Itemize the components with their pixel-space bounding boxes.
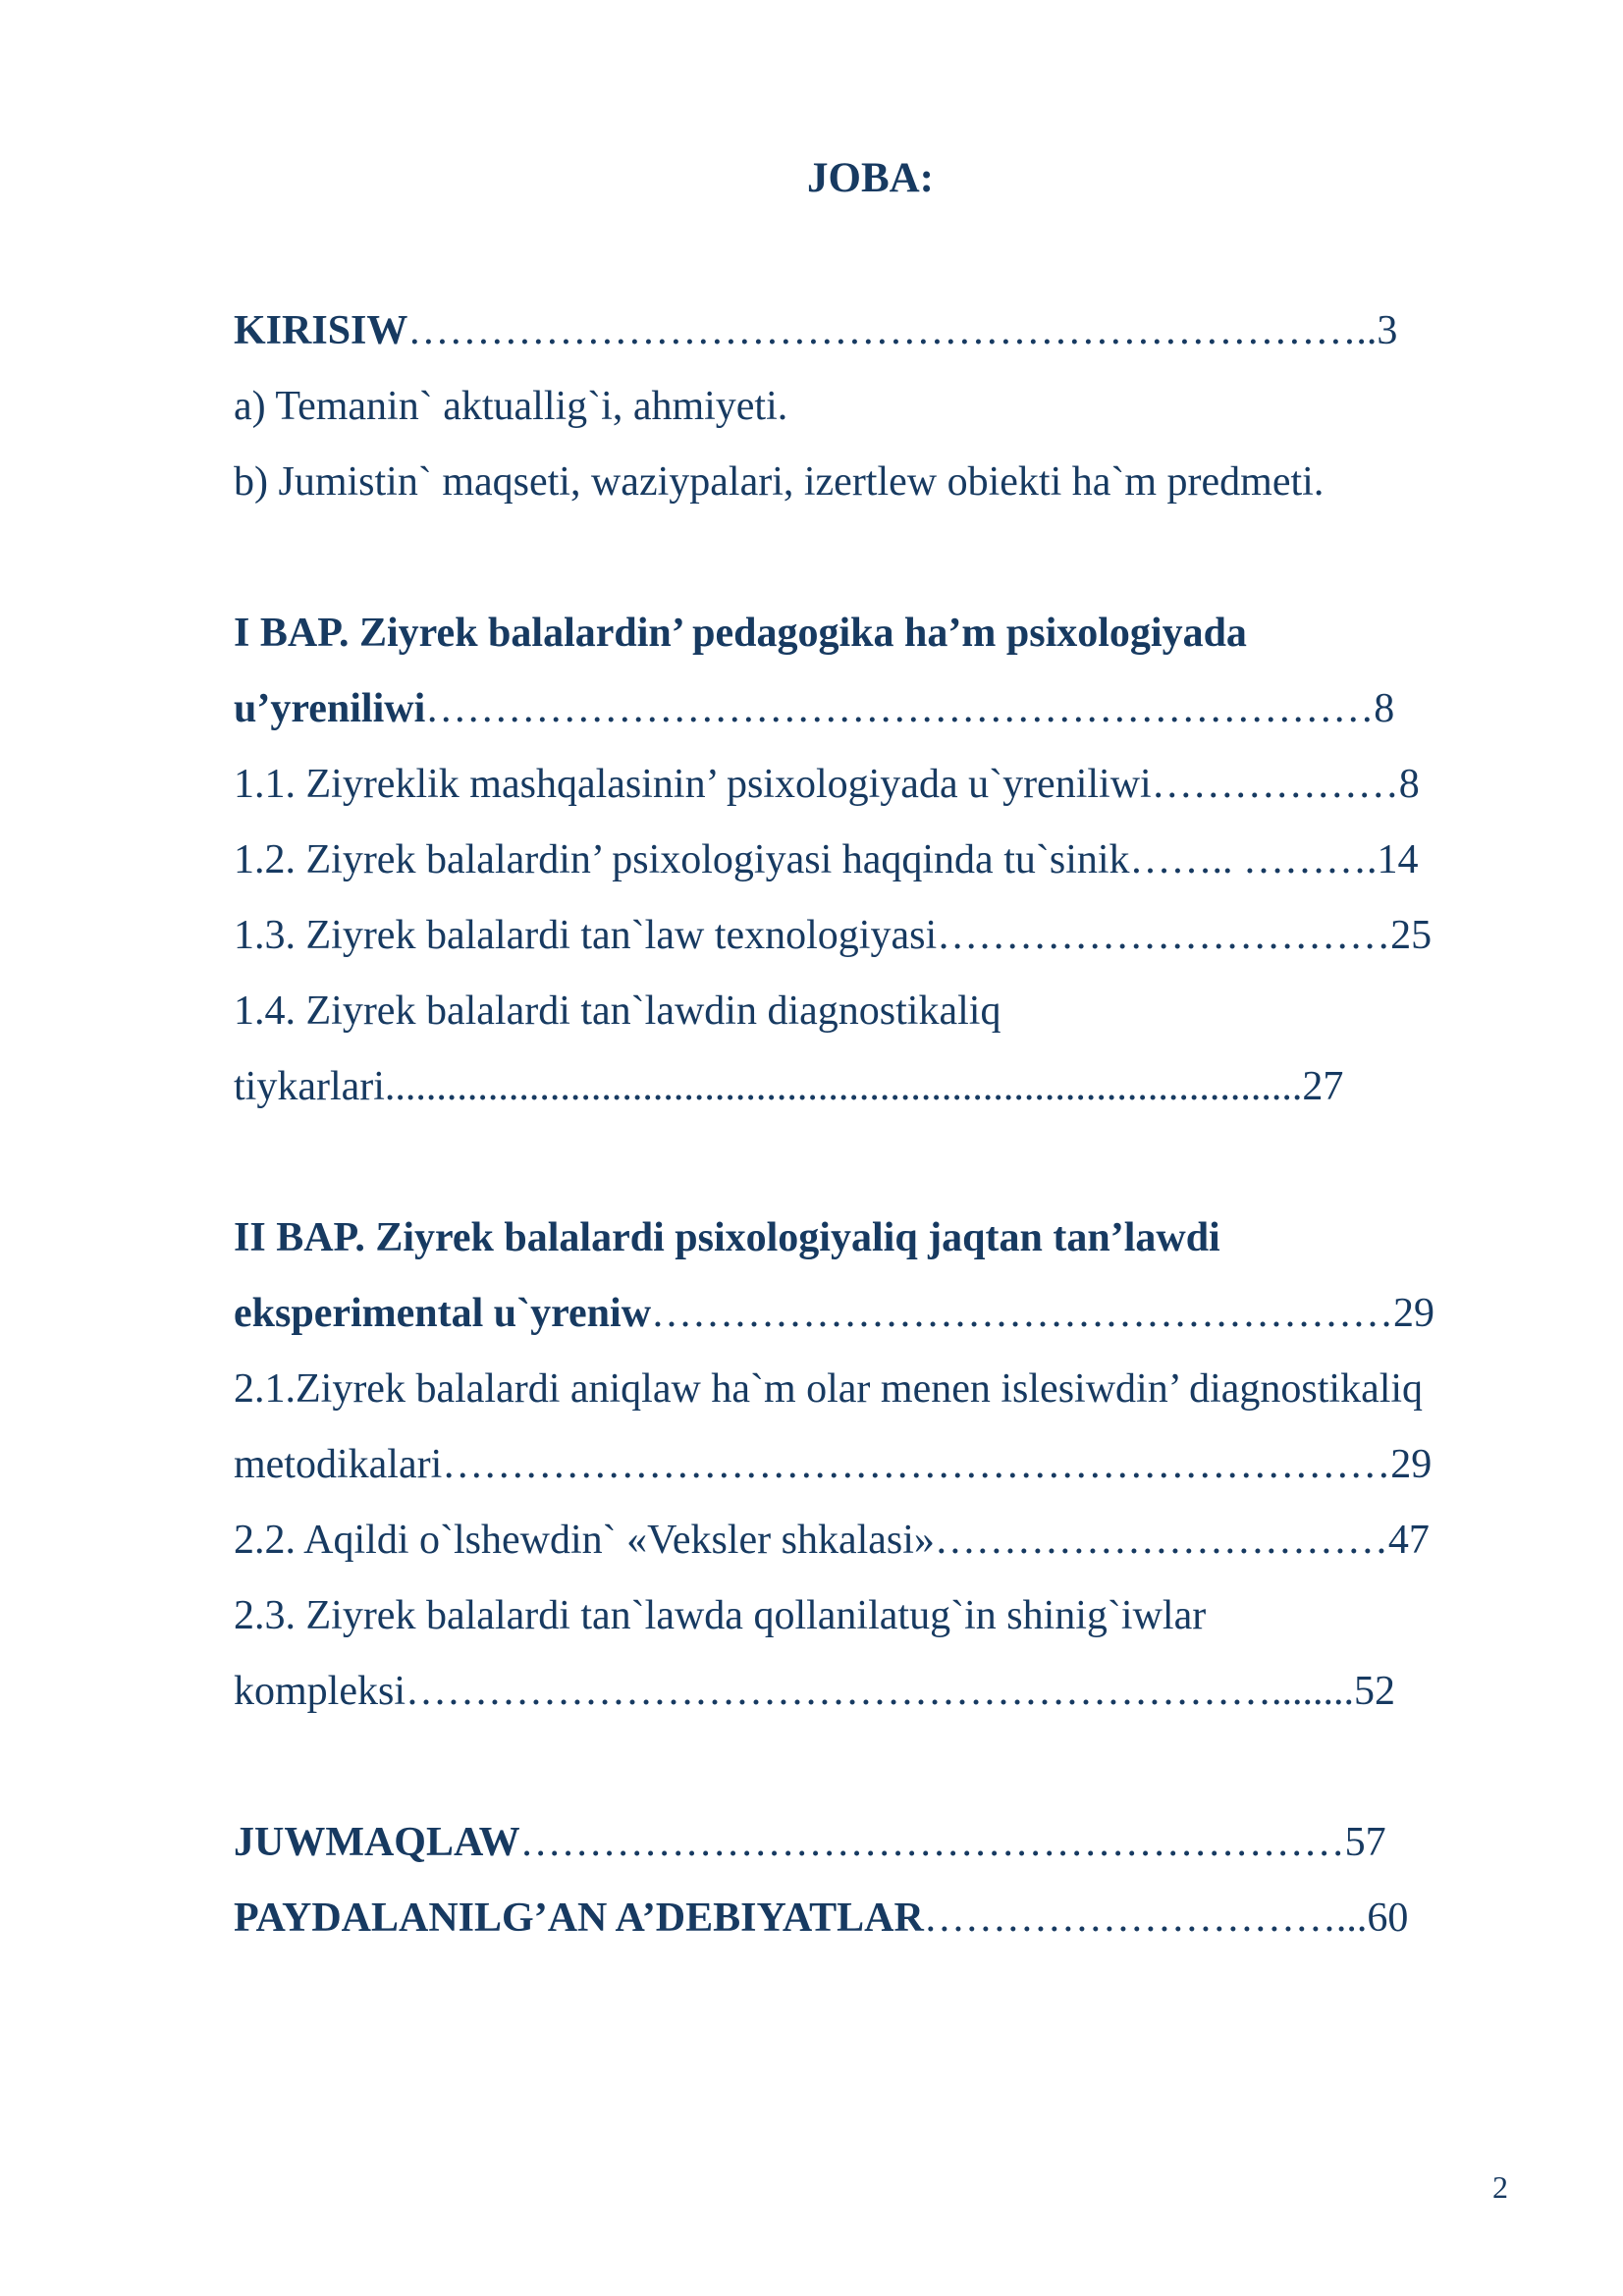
toc-subitem: b) Jumistin` maqseti, waziypalari, izertlew obiekti ha`m predmeti. bbox=[234, 459, 1325, 505]
toc-entry: 1.1. Ziyreklik mashqalasinin’ psixologiyada u`yreniliwi………………8 bbox=[234, 762, 1420, 807]
toc-entry: metodikalari……………………………………………………………29 bbox=[234, 1442, 1433, 1487]
toc-entry: 1.3. Ziyrek balalardi tan`law texnologiyasi……………………………25 bbox=[234, 913, 1433, 958]
toc-entry-kirisiw bbox=[234, 301, 1397, 360]
toc-entry: 1.4. Ziyrek balalardi tan`lawdin diagnostikaliq bbox=[234, 988, 1001, 1034]
toc-entry: 2.3. Ziyrek balalardi tan`lawda qollanilatug`in shinig`iwlar bbox=[234, 1593, 1207, 1638]
toc-chapter-heading: II BAP. Ziyrek balalardi psixologiyaliq jaqtan tan’lawdi bbox=[234, 1215, 1220, 1260]
toc-entry: 1.2. Ziyrek balalardin’ psixologiyasi haqqinda tu`sinik…….. ……….14 bbox=[234, 837, 1419, 882]
toc-entry-leader: ……………………………………………………………..3 bbox=[407, 308, 1398, 353]
page-number: 2 bbox=[1492, 2169, 1508, 2205]
toc-entry: kompleksi………………………………………………………........52 bbox=[234, 1669, 1395, 1714]
toc-chapter-heading: I BAP. Ziyrek balalardin’ pedagogika ha’m psixologiyada bbox=[234, 611, 1247, 656]
toc-subitem: a) Temanin` aktuallig`i, ahmiyeti. bbox=[234, 384, 788, 429]
toc-entry-leader: …………………………...60 bbox=[923, 1896, 1409, 1941]
toc-entry-chapter-2 bbox=[234, 1284, 1434, 1343]
toc-entry-leader: ……………………………………………………57 bbox=[519, 1820, 1386, 1865]
page-title: JOBA: bbox=[807, 155, 934, 201]
toc-entry-conclusion bbox=[234, 1813, 1386, 1872]
toc-entry-label: u’yreniliwi bbox=[234, 686, 426, 731]
toc-entry-chapter-1 bbox=[234, 679, 1394, 738]
toc-entry: 2.2. Aqildi o`lshewdin` «Veksler shkalasi»……………………………47 bbox=[234, 1518, 1430, 1563]
toc-entry-leader: ………………………………………………29 bbox=[651, 1291, 1435, 1336]
toc-entry-bibliography bbox=[234, 1889, 1408, 1948]
toc-entry: tiykarlari.........................................................................................27 bbox=[234, 1064, 1344, 1109]
toc-entry-label: eksperimental u`yreniw bbox=[234, 1291, 652, 1336]
toc-entry: 2.1.Ziyrek balalardi aniqlaw ha`m olar menen islesiwdin’ diagnostikaliq bbox=[234, 1366, 1424, 1412]
toc-entry-label: PAYDALANILG’AN A’DEBIYATLAR bbox=[234, 1896, 924, 1941]
toc-entry-label: JUWMAQLAW bbox=[234, 1820, 520, 1865]
toc-entry-leader: ……………………………………………………………8 bbox=[425, 686, 1395, 731]
toc-entry-label: KIRISIW bbox=[234, 308, 408, 353]
